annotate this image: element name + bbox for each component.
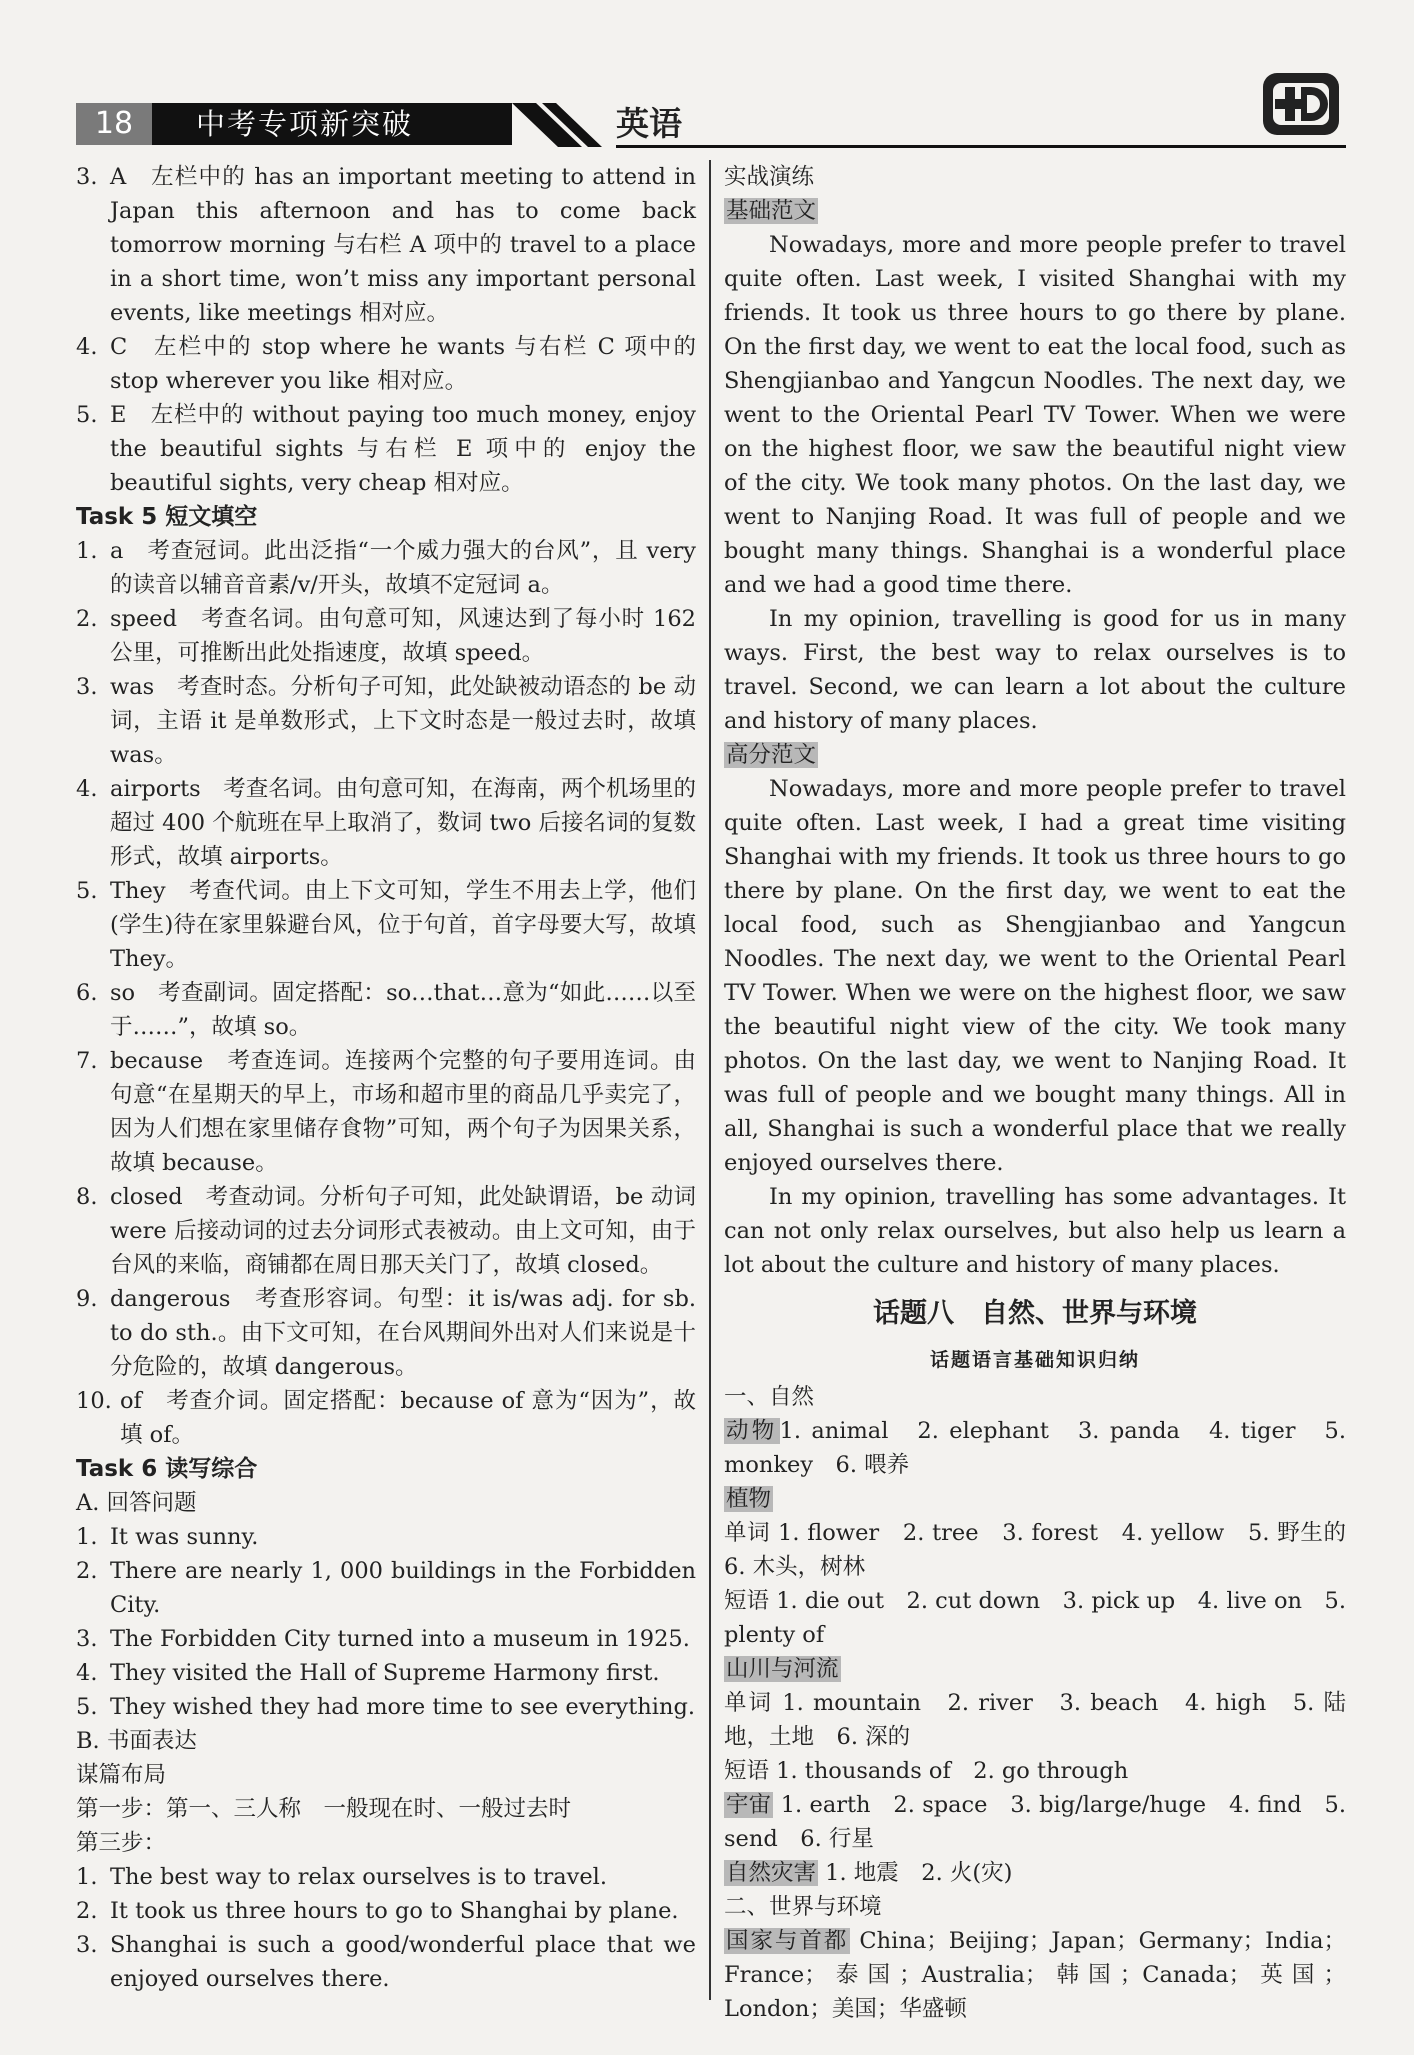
task5-answer: 3. was 考查时态。分析句子可知，此处缺被动语态的 be 动词，主语 it 是单数形式，上下文时态是一般过去时，故填 was。 (76, 674, 696, 768)
nature-section-title: 一、自然 (724, 1384, 815, 1410)
task5-answer: 9. dangerous 考查形容词。句型：it is/was adj. for sb. to do sth.。由下文可知，在台风期间外出对人们来说是十分危险的，故填 dangerous。 (76, 1286, 696, 1380)
layout-title: 谋篇布局 (76, 1762, 167, 1788)
matching-answer-3: 3. A 左栏中的 has an important meeting to attend in Japan this afternoon and has to come back tomorrow morning 与右栏 A 项中的 travel to a place in a short time, won’t miss any important personal events, like meetings 相对应。 (76, 164, 696, 326)
partA-title: A. 回答问题 (76, 1490, 197, 1516)
advanced-essay-paragraph: Nowadays, more and more people prefer to travel quite often. Last week, I had a great time visiting Shanghai with my friends. It took us three hours to go there by plane. On the first day, we went to eat the local food, such as Shengjianbao and Yangcun Noodles. The next day, we went to the Oriental Pearl TV Tower. When we were on the highest floor, we saw the beautiful night view of the city. We took many photos. On the last day, we went to Nanjing Road. It was full of people and we bought many things. All in all, Shanghai is such a wonderful place that we really enjoyed ourselves there. (724, 776, 1346, 1176)
qa-answer: 1. It was sunny. (76, 1524, 259, 1550)
task5-answer: 7. because 考查连词。连接两个完整的句子要用连词。由句意“在星期天的早上，市场和超市里的商品几乎卖完了，因为人们想在家里储存食物”可知，两个句子为因果关系，故填 because。 (76, 1048, 696, 1176)
basic-essay-paragraph: Nowadays, more and more people prefer to travel quite often. Last week, I visited Shanghai with my friends. It took us three hours to go there by plane. On the first day, we went to eat the local food, such as Shengjianbao and Yangcun Noodles. The next day, we went to the Oriental Pearl TV Tower. When we were on the highest floor, we saw the beautiful night view of the city. We took many photos. On the last day, we went to Nanjing Road. It was full of people and we bought many things. Shanghai is a wonderful place and we had a good time there. (724, 232, 1346, 598)
mountains-tag: 山川与河流 (726, 1656, 839, 1682)
task5-answer: 10. of 考查介词。固定搭配：because of 意为“因为”，故填 of。 (76, 1388, 696, 1448)
world-section-title: 二、世界与环境 (724, 1894, 882, 1920)
matching-answer-4: 4. C 左栏中的 stop where he wants 与右栏 C 项中的 stop wherever you like 相对应。 (76, 334, 696, 394)
mountains-words: 单词 1. mountain 2. river 3. beach 4. high 5. 陆地，土地 6. 深的 (724, 1690, 1346, 1750)
task5-answer: 1. a 考查冠词。此出泛指“一个威力强大的台风”，且 very 的读音以辅音音素/v/开头，故填不定冠词 a。 (76, 538, 696, 598)
task5-answer: 2. speed 考查名词。由句意可知，风速达到了每小时 162 公里，可推断出此处指速度，故填 speed。 (76, 606, 696, 666)
subject-title: 英语 (616, 104, 682, 143)
mountains-phrases: 短语 1. thousands of 2. go through (724, 1758, 1129, 1784)
advanced-essay-paragraph: In my opinion, travelling has some advantages. It can not only relax ourselves, but also help us learn a lot about the culture and history of many places. (724, 1184, 1346, 1278)
qa-answer: 4. They visited the Hall of Supreme Harmony first. (76, 1660, 660, 1686)
qa-answer: 5. They wished they had more time to see everything. (76, 1694, 696, 1720)
partB-title: B. 书面表达 (76, 1728, 197, 1754)
task5-answer: 8. closed 考查动词。分析句子可知，此处缺谓语，be 动词 were 后接动词的过去分词形式表被动。由上文可知，由于台风的来临，商铺都在周日那天关门了，故填 closed。 (76, 1184, 696, 1278)
universe-tag: 宇宙 (726, 1792, 772, 1818)
header-rule (616, 145, 1346, 148)
animals-tag: 动物 (726, 1418, 778, 1444)
qa-answer: 3. The Forbidden City turned into a museum in 1925. (76, 1626, 690, 1652)
plants-tag: 植物 (726, 1486, 772, 1512)
sentence-item: 3. Shanghai is such a good/wonderful place that we enjoyed ourselves there. (76, 1932, 696, 1992)
countries-row: 国家与首都 China；Beijing；Japan；Germany；India；France；泰国；Australia；韩国；Canada；英国；London；美国；华盛顿 (724, 1928, 1346, 2022)
disaster-tag: 自然灾害 (726, 1860, 817, 1886)
matching-answer-5: 5. E 左栏中的 without paying too much money, enjoy the beautiful sights 与右栏 E 项中的 enjoy the beautiful sights, very cheap 相对应。 (76, 402, 696, 496)
task6-title: Task 6 读写综合 (76, 1456, 258, 1482)
task5-title: Task 5 短文填空 (76, 504, 258, 530)
disaster-row: 自然灾害 1. 地震 2. 火(灾) (726, 1860, 1013, 1886)
step-three: 第三步： (76, 1830, 167, 1856)
task5-answer: 6. so 考查副词。固定搭配：so…that…意为“如此……以至于……”，故填 so。 (76, 980, 696, 1040)
step3-sentences (76, 1860, 696, 1996)
sentence-item: 1. The best way to relax ourselves is to travel. (76, 1864, 608, 1890)
step-one: 第一步：第一、三人称 一般现在时、一般过去时 (76, 1796, 572, 1822)
task5-answer: 5. They 考查代词。由上下文可知，学生不用去上学，他们(学生)待在家里躲避台风，位于句首，首字母要大写，故填 They。 (76, 878, 696, 972)
animals-row: 动物1. animal 2. elephant 3. panda 4. tiger 5. monkey 6. 喂养 (724, 1418, 1346, 1478)
left-column (76, 160, 696, 1996)
column-divider (709, 160, 711, 2000)
practice-title: 实战演练 (724, 164, 815, 190)
subtopic-title: 话题语言基础知识归纳 (929, 1349, 1140, 1371)
plants-words: 单词 1. flower 2. tree 3. forest 4. yellow 5. 野生的 6. 木头，树林 (724, 1520, 1369, 1580)
basic-essay-tag: 基础范文 (726, 198, 817, 224)
page-header (76, 103, 1346, 147)
countries-tag: 国家与首都 (726, 1928, 849, 1954)
partA-answers (76, 1520, 696, 1724)
sentence-item: 2. It took us three hours to go to Shanghai by plane. (76, 1898, 679, 1924)
basic-essay-paragraph: In my opinion, travelling is good for us in many ways. First, the best way to relax ourselves is to travel. Second, we can learn a lot about the culture and history of many places. (724, 606, 1346, 734)
topic-title: 话题八 自然、世界与环境 (873, 1298, 1197, 1329)
universe-row: 宇宙 1. earth 2. space 3. big/large/huge 4. find 5. send 6. 行星 (724, 1792, 1346, 1852)
page-number: 18 (76, 103, 152, 145)
publisher-logo-icon (1261, 71, 1341, 137)
plants-phrases: 短语 1. die out 2. cut down 3. pick up 4. live on 5. plenty of (724, 1588, 1346, 1648)
advanced-essay-tag: 高分范文 (726, 742, 817, 768)
qa-answer: 2. There are nearly 1, 000 buildings in the Forbidden City. (76, 1558, 696, 1618)
task5-answer: 4. airports 考查名词。由句意可知，在海南，两个机场里的超过 400 个航班在早上取消了，数词 two 后接名词的复数形式，故填 airports。 (76, 776, 696, 870)
book-title: 中考专项新突破 (152, 103, 512, 145)
task5-list (76, 534, 696, 1452)
right-column (724, 160, 1369, 2026)
